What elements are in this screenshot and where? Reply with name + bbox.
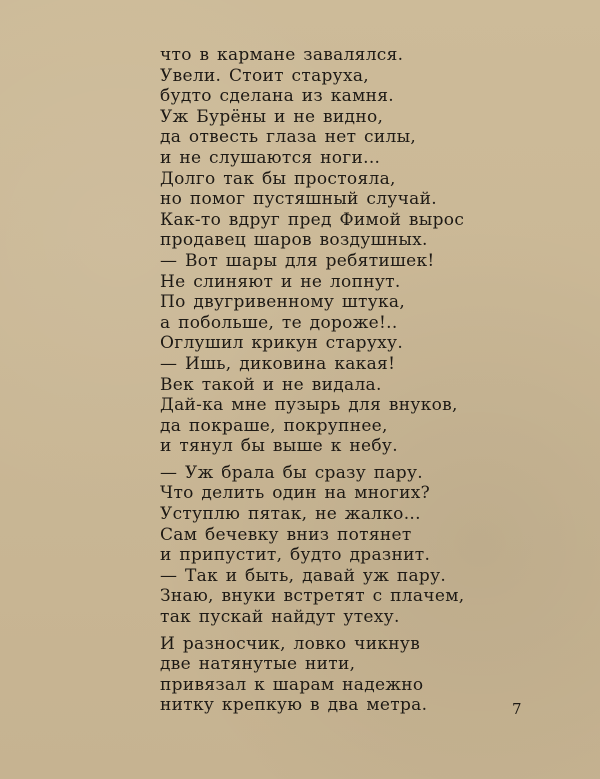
poem-line: Знаю, внуки встретят с плачем, xyxy=(160,586,465,607)
poem-line: По двугривенному штука, xyxy=(160,292,406,313)
poem-line: Оглушил крикун старуху. xyxy=(160,333,404,354)
poem-line: — Ишь, диковина какая! xyxy=(160,353,396,374)
poem-line: две натянутые нити, xyxy=(160,654,356,675)
page-number: 7 xyxy=(512,700,522,718)
poem-line: Не слиняют и не лопнут. xyxy=(160,271,401,292)
poem-line: Сам бечевку вниз потянет xyxy=(160,524,412,545)
poem-line: и припустит, будто дразнит. xyxy=(160,545,431,566)
poem-line: да покраше, покрупнее, xyxy=(160,415,388,436)
poem-line: так пускай найдут утеху. xyxy=(160,607,400,628)
poem-line: и не слушаются ноги... xyxy=(160,147,381,168)
poem-line: нитку крепкую в два метра. xyxy=(160,695,428,716)
poem-line: что в кармане завалялся. xyxy=(160,45,404,65)
poem-line: Век такой и не видала. xyxy=(160,374,382,395)
poem-line: и тянул бы выше к небу. xyxy=(160,436,398,457)
stanza-2 xyxy=(160,463,580,628)
poem-line: продавец шаров воздушных. xyxy=(160,230,428,251)
poem-line: а побольше, те дороже!.. xyxy=(160,312,398,333)
poem-line: привязал к шарам надежно xyxy=(160,674,424,695)
poem-line: — Вот шары для ребятишек! xyxy=(160,250,435,271)
poem-line: но помог пустяшный случай. xyxy=(160,189,437,210)
stanza-1 xyxy=(160,45,580,457)
poem-line: Увели. Стоит старуха, xyxy=(160,65,370,86)
poem-text xyxy=(160,45,580,716)
poem-line: будто сделана из камня. xyxy=(160,86,394,107)
poem-line: — Уж брала бы сразу пару. xyxy=(160,462,423,483)
poem-line: Долго так бы простояла, xyxy=(160,168,396,189)
poem-line: да отвесть глаза нет силы, xyxy=(160,127,417,148)
poem-line: Уступлю пятак, не жалко... xyxy=(160,504,421,525)
poem-line: Уж Бурёны и не видно, xyxy=(160,106,384,127)
poem-line: И разносчик, ловко чикнув xyxy=(160,633,421,654)
poem-line: Как-то вдруг пред Фимой вырос xyxy=(160,209,465,230)
poem-line: Что делить один на многих? xyxy=(160,483,431,504)
poem-line: Дай-ка мне пузырь для внуков, xyxy=(160,395,458,416)
poem-line: — Так и быть, давай уж пару. xyxy=(160,565,447,586)
